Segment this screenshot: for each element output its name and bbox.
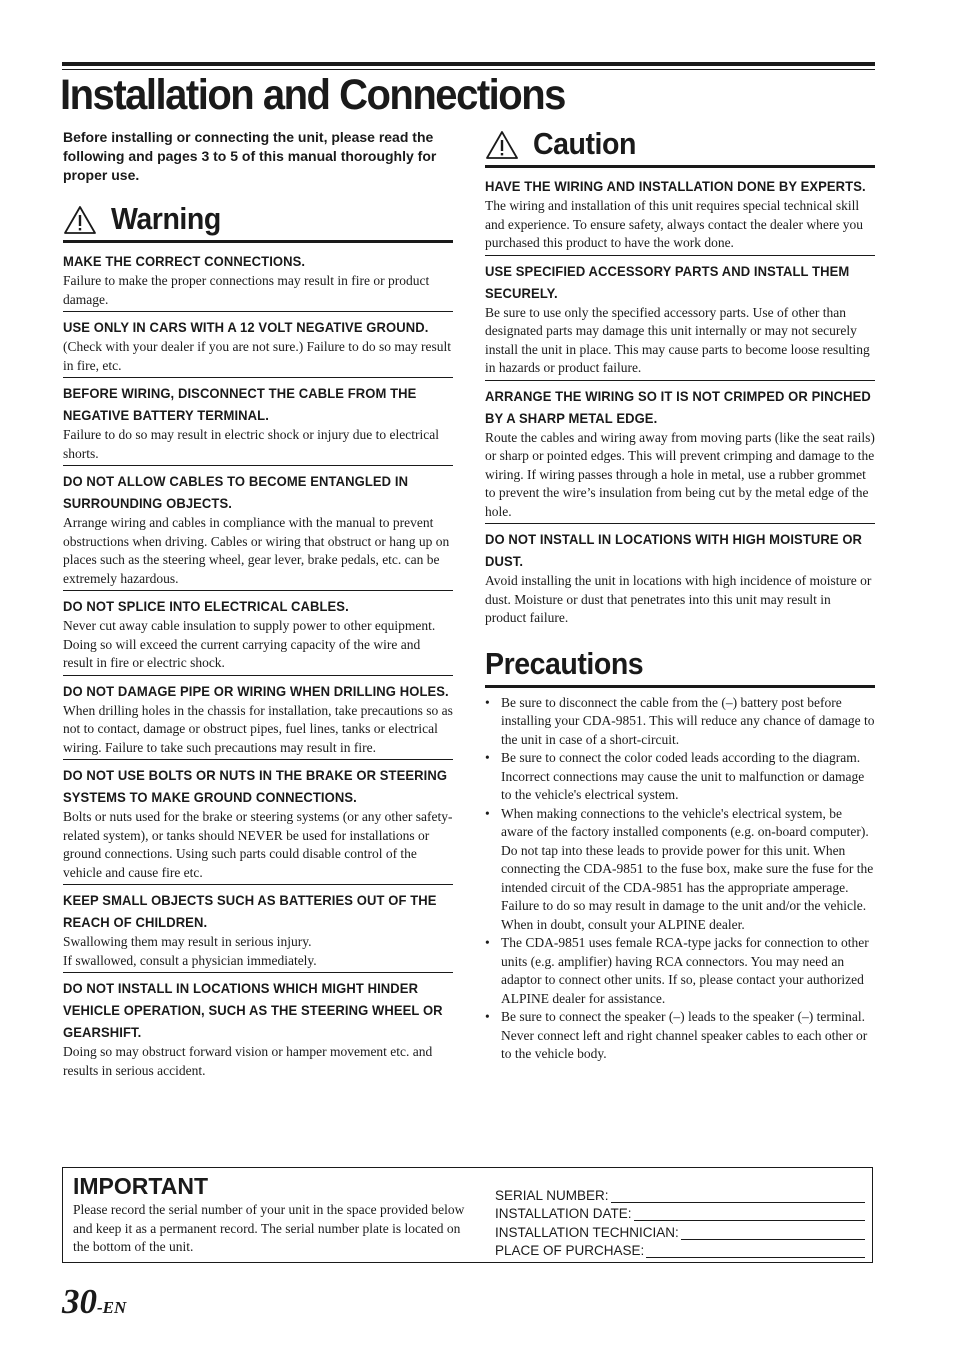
field-line[interactable] (634, 1206, 865, 1221)
precautions-heading-text: Precautions (485, 645, 644, 681)
warning-item-body: Swallowing them may result in serious injury. If swallowed, consult a physician immediately. (63, 934, 317, 968)
caution-item-title: DO NOT INSTALL IN LOCATIONS WITH HIGH MOISTURE OR DUST. (485, 531, 863, 569)
caution-item-title: ARRANGE THE WIRING SO IT IS NOT CRIMPED OR PINCHED BY A SHARP METAL EDGE. (485, 387, 871, 426)
warning-item-body: Bolts or nuts used for the brake or steering systems (or any other safety-related system), or tanks should NEVER be used for installations or ground connections. Using such parts could disable control of the vehicle and cause fire etc. (63, 809, 453, 880)
caution-heading-text: Caution (533, 126, 636, 161)
warning-item-title: DO NOT INSTALL IN LOCATIONS WHICH MIGHT HINDER VEHICLE OPERATION, SUCH AS THE STEERING WHEEL OR GEARSHIFT. (63, 980, 443, 1040)
caution-item (485, 256, 875, 381)
precaution-item (485, 805, 875, 935)
precaution-text: When making connections to the vehicle's electrical system, be aware of the factory installed components (e.g. on-board computer). Do not tap into these leads to provide power for this unit. When connecting the CDA-9851 to the fuse box, make sure the fuse for the intended circuit of the CDA-9851 has the appropriate amperage. Failure to do so may result in damage to the unit and/or the vehicle. When in doubt, consult your ALPINE dealer. (501, 805, 874, 932)
warning-item (63, 378, 453, 466)
warning-item-title: DO NOT SPLICE INTO ELECTRICAL CABLES. (63, 598, 349, 614)
page-number-value: 30 (62, 1282, 97, 1321)
important-title: IMPORTANT (73, 1173, 209, 1199)
serial-fields (495, 1184, 865, 1258)
warning-item-title: DO NOT USE BOLTS OR NUTS IN THE BRAKE OR STEERING SYSTEMS TO MAKE GROUND CONNECTIONS. (63, 767, 448, 805)
warning-item-body: Doing so may obstruct forward vision or hamper movement etc. and results in serious accident. (63, 1044, 433, 1078)
warning-item (63, 760, 453, 885)
caution-item (485, 524, 875, 630)
warning-item-body: (Check with your dealer if you are not sure.) Failure to do so may result in fire, etc. (63, 339, 452, 373)
important-box (62, 1167, 873, 1263)
caution-item-body: The wiring and installation of this unit requires special technical skill and experience. To ensure safety, always contact the dealer where you purchased this product to have the work done. (485, 198, 864, 250)
caution-item-body: Be sure to use only the specified accessory parts. Use of other than designated parts may damage this unit internally or may not securely install the unit in place. This may cause parts to become loose resulting in hazards or product failure. (485, 304, 870, 375)
warning-item-title: DO NOT ALLOW CABLES TO BECOME ENTANGLED IN SURROUNDING OBJECTS. (63, 473, 409, 511)
place-of-purchase-field[interactable] (495, 1240, 865, 1259)
warning-item (63, 885, 453, 973)
warning-item-body: Arrange wiring and cables in compliance with the manual to prevent obstructions when driving. Cables or wiring that obstruct or hang up on places such as the steering wheel, gear lever, brake pedals, etc. can be extremely hazardous. (63, 515, 450, 586)
warning-item-body: Failure to do so may result in electric shock or injury due to electrical shorts. (63, 427, 440, 461)
warning-item (63, 973, 453, 1082)
bullet-icon: • (485, 694, 490, 710)
warning-item (63, 466, 453, 591)
bullet-icon: • (485, 750, 490, 765)
caution-item-title: USE SPECIFIED ACCESSORY PARTS AND INSTALL THEM SECURELY. (485, 262, 850, 301)
warning-item-title: DO NOT DAMAGE PIPE OR WIRING WHEN DRILLING HOLES. (63, 682, 449, 699)
warning-item-body: When drilling holes in the chassis for installation, take precautions so as not to contact, damage or obstruct pipes, fuel lines, tanks or electrical wiring. Failure to take such precautions may result in fire. (63, 702, 453, 755)
precaution-text: Be sure to connect the color coded leads according to the diagram. Incorrect connections may cause the unit to malfunction or damage to the vehicle's electrical system. (501, 750, 865, 802)
field-label: INSTALLATION TECHNICIAN: (495, 1224, 679, 1240)
caution-item-title: HAVE THE WIRING AND INSTALLATION DONE BY EXPERTS. (485, 178, 866, 194)
installation-date-field[interactable] (495, 1203, 865, 1222)
bullet-icon: • (485, 805, 490, 821)
top-rule (62, 62, 875, 66)
bullet-icon: • (485, 1009, 490, 1024)
warning-heading (63, 199, 453, 243)
caution-item-body: Avoid installing the unit in locations with high incidence of moisture or dust. Moisture or dust that penetrates into this unit may result in product failure. (485, 573, 872, 625)
page-title: Installation and Connections (60, 71, 565, 119)
precaution-text: Be sure to disconnect the cable from the (–) battery post before installing your CDA-9851. This will reduce any chance of damage to the unit in case of a short-circuit. (501, 694, 875, 747)
precautions-heading (485, 644, 875, 688)
warning-item-title: KEEP SMALL OBJECTS SUCH AS BATTERIES OUT OF THE REACH OF CHILDREN. (63, 892, 437, 930)
caution-triangle-icon (485, 130, 519, 160)
field-line[interactable] (646, 1243, 865, 1258)
precaution-item (485, 934, 875, 1008)
warning-item-title: BEFORE WIRING, DISCONNECT THE CABLE FROM THE NEGATIVE BATTERY TERMINAL. (63, 385, 417, 423)
field-label: PLACE OF PURCHASE: (495, 1243, 645, 1258)
warning-item-body: Failure to make the proper connections may result in fire or product damage. (63, 273, 430, 307)
warning-triangle-icon (63, 205, 97, 235)
warning-item (63, 312, 453, 378)
caution-item (485, 171, 875, 256)
warning-item (63, 591, 453, 676)
precaution-item (485, 694, 875, 750)
page-suffix: -EN (97, 1298, 127, 1317)
page-number (62, 1280, 126, 1330)
precautions-list (485, 694, 875, 1064)
precaution-text: The CDA-9851 uses female RCA-type jacks for connection to other units (e.g. amplifier) having RCA connectors. You may need an adaptor to connect other units. If so, please contact your authorized ALPINE dealer for assistance. (501, 935, 869, 1006)
precaution-text: Be sure to connect the speaker (–) leads to the speaker (–) terminal. Never connect left and right channel speaker cables to each other or to the vehicle body. (501, 1009, 868, 1061)
warning-item (63, 246, 453, 312)
caution-item-body: Route the cables and wiring away from moving parts (like the seat rails) or sharp or pointed edges. This will prevent crimping and damage to the wiring. If wiring passes through a hole in metal, use a rubber grommet to prevent the wire’s insulation from being cut by the metal edge of the hole. (485, 429, 875, 519)
warning-heading-text: Warning (111, 201, 221, 236)
caution-item (485, 381, 875, 525)
serial-number-field[interactable] (495, 1184, 865, 1203)
warning-item-body: Never cut away cable insulation to supply power to other equipment. Doing so will exceed the current carrying capacity of the wire and result in fire or electric shock. (63, 618, 436, 670)
precaution-item (485, 1008, 875, 1064)
field-line[interactable] (681, 1225, 865, 1240)
warning-item-title: USE ONLY IN CARS WITH A 12 VOLT NEGATIVE GROUND. (63, 319, 429, 335)
precaution-item (485, 749, 875, 805)
left-column (63, 128, 453, 1082)
installation-technician-field[interactable] (495, 1221, 865, 1240)
field-label: INSTALLATION DATE: (495, 1206, 632, 1221)
intro-text: Before installing or connecting the unit, please read the following and pages 3 to 5 of this manual thoroughly for proper use. (63, 129, 437, 183)
warning-item (63, 676, 453, 761)
warning-item-title: MAKE THE CORRECT CONNECTIONS. (63, 253, 306, 269)
important-text: Please record the serial number of your unit in the space provided below and keep it as a permanent record. The serial number plate is located on the bottom of the unit. (73, 1202, 465, 1254)
bullet-icon: • (485, 935, 490, 950)
caution-heading (485, 124, 875, 168)
field-label: SERIAL NUMBER: (495, 1187, 609, 1203)
right-column (485, 124, 875, 1064)
field-line[interactable] (611, 1188, 865, 1203)
